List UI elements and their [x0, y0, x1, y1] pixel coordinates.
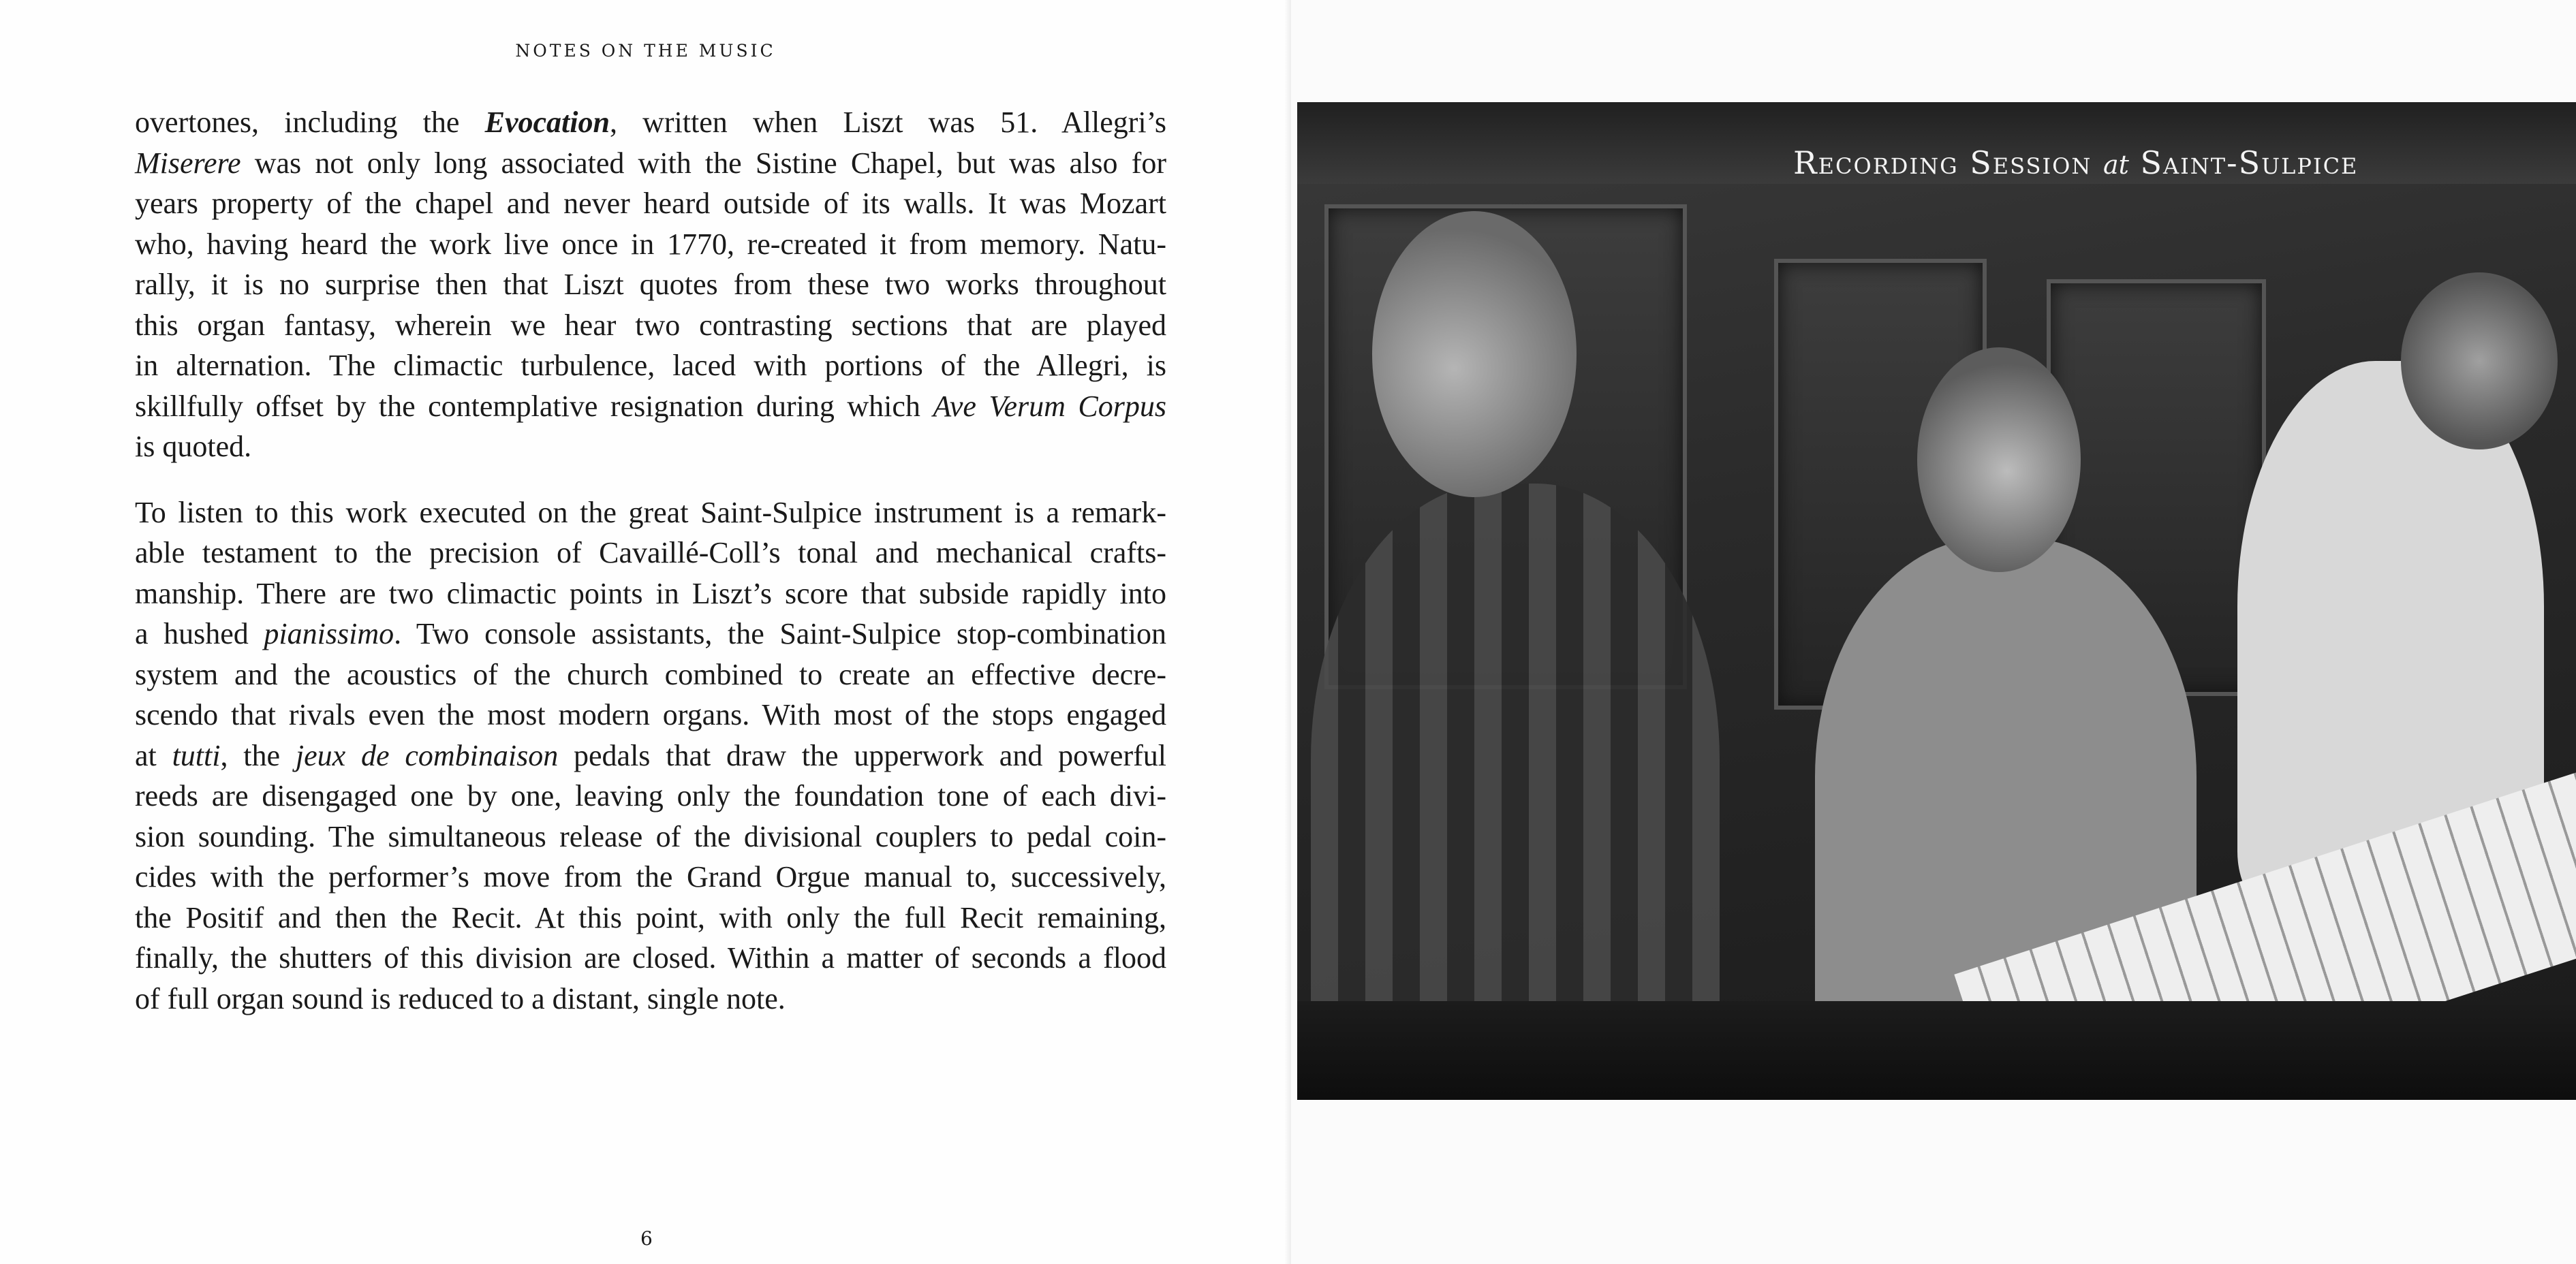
paragraph: [135, 492, 1166, 1020]
text-segment: . Two console assistants, the Saint-Sulpice stop-combination: [394, 617, 1166, 650]
caption-part-2: Saint-Sulpice: [2128, 144, 2359, 181]
text-line: [135, 224, 1166, 265]
text-line: [135, 492, 1166, 533]
text-line: [135, 426, 1166, 467]
head-right: [2401, 272, 2558, 449]
text-line: [135, 736, 1166, 776]
emphasized-text: jeux de combinaison: [295, 738, 559, 772]
text-line: [135, 776, 1166, 817]
emphasized-text: tutti: [172, 738, 221, 772]
text-segment: able testament to the precision of Cavaillé-Coll’s tonal and mechanical crafts-: [135, 536, 1166, 569]
text-segment: was not only long associated with the Sistine Chapel, but was also for: [240, 146, 1166, 180]
text-segment: finally, the shutters of this division are closed. Within a matter of seconds a flood: [135, 941, 1166, 975]
text-segment: pedals that draw the upperwork and powerful: [558, 738, 1166, 772]
head-left: [1372, 211, 1577, 497]
text-line: [135, 898, 1166, 938]
head-center: [1917, 347, 2081, 572]
text-line: [135, 143, 1166, 184]
text-segment: a hushed: [135, 617, 264, 650]
text-line: [135, 533, 1166, 573]
emphasized-text: pianissimo: [264, 617, 394, 650]
text-segment: years property of the chapel and never heard outside of its walls. It was Mozart: [135, 187, 1166, 220]
text-segment: cides with the performer’s move from the Grand Orgue manual to, successively,: [135, 860, 1166, 894]
text-segment: this organ fantasy, wherein we hear two contrasting sections that are played: [135, 308, 1166, 342]
text-line: [135, 102, 1166, 143]
text-line: [135, 857, 1166, 898]
text-segment: of full organ sound is reduced to a distant, single note.: [135, 981, 786, 1015]
text-segment: at: [135, 738, 172, 772]
page-number: 6: [640, 1227, 653, 1250]
paragraph: [135, 102, 1166, 467]
body-text: [135, 102, 1166, 1044]
text-segment: , the: [220, 738, 296, 772]
text-line: [135, 345, 1166, 386]
text-line: [135, 654, 1166, 695]
text-segment: scendo that rivals even the most modern organs. With most of the stops engaged: [135, 698, 1166, 731]
running-head: NOTES ON THE MUSIC: [515, 41, 776, 61]
text-line: [135, 183, 1166, 224]
text-line: [135, 695, 1166, 736]
text-segment: who, having heard the work live once in 1770, re-created it from memory. Natu-: [135, 227, 1166, 261]
text-segment: system and the acoustics of the church combined to create an effective decre-: [135, 657, 1166, 691]
emphasized-text: Evocation: [484, 106, 610, 139]
text-line: [135, 979, 1166, 1020]
caption-part-1: Recording Session: [1793, 144, 2103, 181]
text-segment: skillfully offset by the contemplative resignation during which: [135, 389, 933, 423]
text-line: [135, 264, 1166, 305]
photo-recording-session: [1297, 102, 2576, 1100]
emphasized-text: Ave Verum Corpus: [933, 389, 1166, 423]
caption-at: at: [2102, 150, 2129, 180]
text-segment: in alternation. The climactic turbulence, laced with portions of the Allegri, is: [135, 349, 1166, 382]
text-line: [135, 386, 1166, 427]
text-segment: reeds are disengaged one by one, leaving only the foundation tone of each divi-: [135, 779, 1166, 812]
text-line: [135, 573, 1166, 614]
text-line: [135, 938, 1166, 979]
text-segment: , written when Liszt was 51. Allegri’s: [609, 106, 1166, 139]
text-segment: the Positif and then the Recit. At this point, with only the full Recit remaining,: [135, 900, 1166, 934]
organ-console: [1297, 1001, 2576, 1100]
text-line: [135, 614, 1166, 654]
photo-caption: [1793, 144, 2358, 181]
text-segment: overtones, including the: [135, 106, 485, 139]
text-line: [135, 817, 1166, 857]
emphasized-text: Miserere: [135, 146, 241, 180]
text-line: [135, 305, 1166, 346]
text-segment: rally, it is no surprise then that Liszt quotes from these two works throughout: [135, 268, 1166, 301]
text-segment: is quoted.: [135, 430, 252, 463]
text-segment: manship. There are two climactic points in Liszt’s score that subside rapidly into: [135, 576, 1166, 610]
text-segment: sion sounding. The simultaneous release of the divisional couplers to pedal coin-: [135, 819, 1166, 853]
text-segment: To listen to this work executed on the great Saint-Sulpice instrument is a remark-: [135, 495, 1166, 529]
